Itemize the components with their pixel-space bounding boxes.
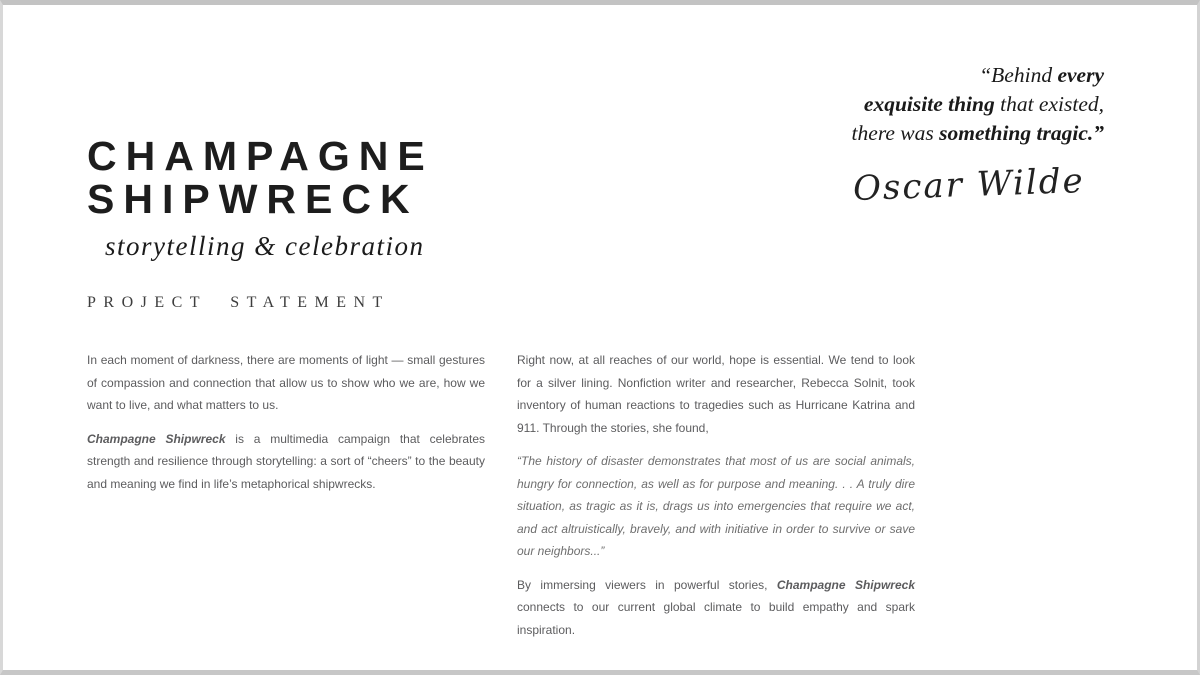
- left-paragraph-2: Champagne Shipwreck is a multimedia campaign that celebrates strength and resilience through storytelling: a sort of “cheers” to the beauty and meaning we find in life’s metaphorical shipwrecks.: [87, 431, 485, 491]
- brand-title-line2: SHIPWRECK: [87, 176, 419, 222]
- brand-subtitle: storytelling & celebration: [105, 231, 425, 261]
- left-column: [87, 349, 485, 652]
- brand-mention: Champagne Shipwreck: [87, 431, 226, 446]
- quote-attribution-signature: Oscar Wilde: [852, 160, 1086, 210]
- pull-quote-line1: “Behind every: [979, 63, 1104, 87]
- pull-quote-line3: there was something tragic.”: [851, 121, 1104, 145]
- body-columns: [87, 349, 915, 652]
- brand-title: [87, 135, 434, 221]
- right-column: [517, 349, 915, 652]
- solnit-quote-paragraph: “The history of disaster demonstrates that most of us are social animals, hungry for connection, as well as for purpose and meaning. . . A truly dire situation, as tragic as it is, drags us into emergencies that require we act, and act altruistically, bravely, and with initiative in order to survive or save our neighbors...”: [517, 454, 915, 558]
- pull-quote: [634, 61, 1104, 148]
- right-paragraph-1: Right now, at all reaches of our world, hope is essential. We tend to look for a silver lining. Nonfiction writer and researcher, Rebecca Solnit, took inventory of human reactions to tragedies such as Hurricane Katrina and 911. Through the stories, she found,: [517, 353, 915, 435]
- pull-quote-line2: exquisite thing that existed,: [863, 92, 1104, 116]
- left-paragraph-1: In each moment of darkness, there are moments of light — small gestures of compassion and connection that allow us to show who we are, how we want to live, and what matters to us.: [87, 353, 485, 412]
- right-paragraph-3: By immersing viewers in powerful stories, Champagne Shipwreck connects to our current global climate to build empathy and spark inspiration.: [517, 577, 915, 637]
- section-heading: PROJECT STATEMENT: [87, 294, 390, 311]
- brand-title-line1: CHAMPAGNE: [87, 133, 434, 179]
- brand-mention: Champagne Shipwreck: [776, 577, 915, 592]
